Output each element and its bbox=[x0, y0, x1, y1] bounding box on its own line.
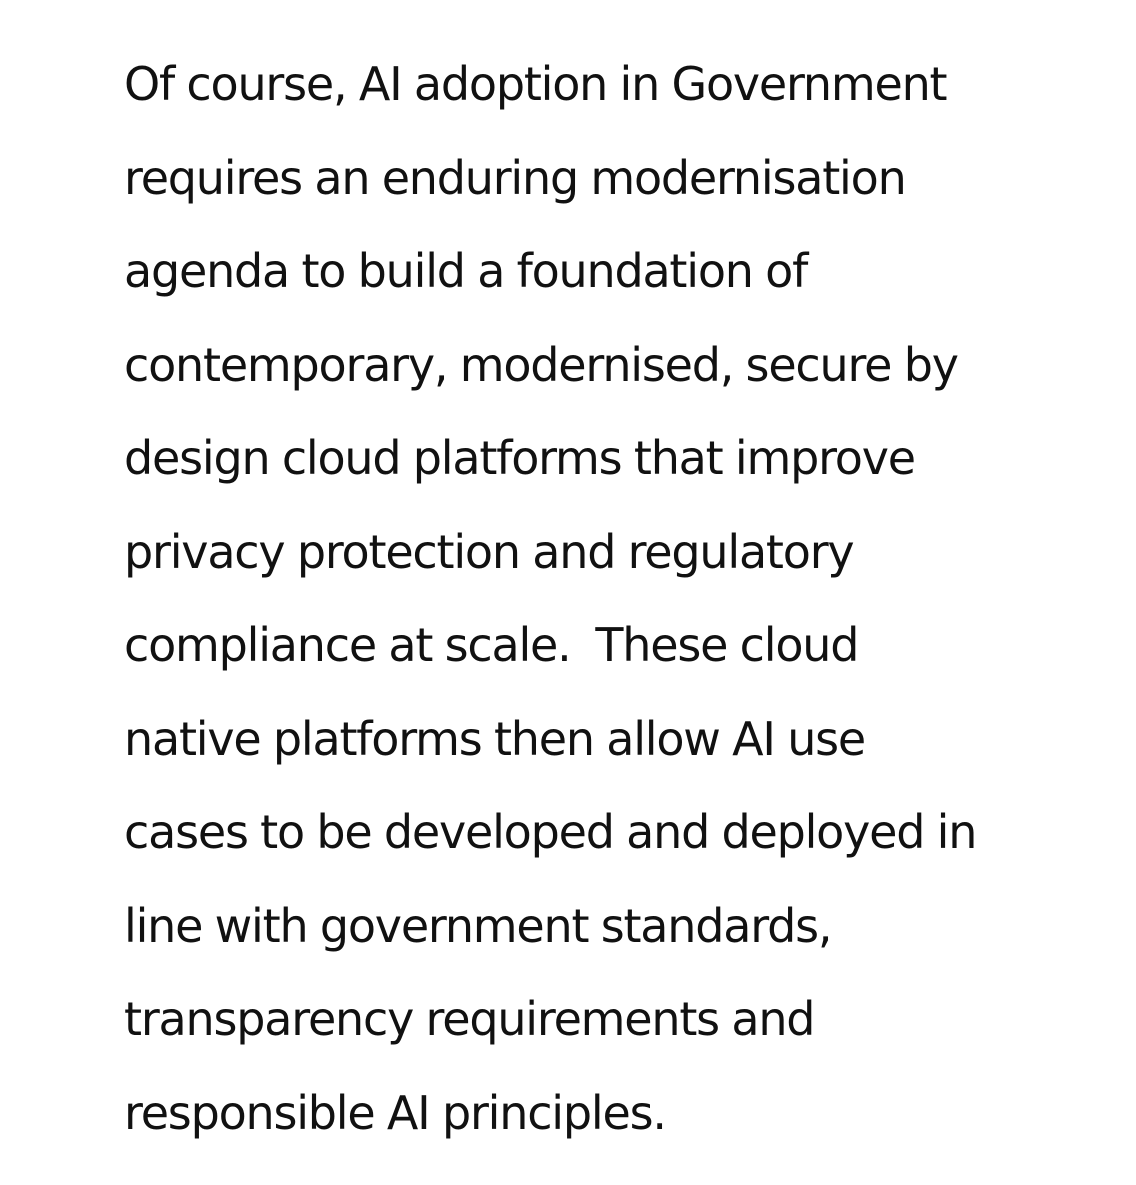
paragraph-line-8: native platforms then allow AI use bbox=[124, 711, 866, 766]
paragraph-line-10: line with government standards, bbox=[124, 898, 832, 953]
paragraph-line-4: contemporary, modernised, secure by bbox=[124, 337, 958, 392]
paragraph-line-9: cases to be developed and deployed in bbox=[124, 805, 977, 859]
paragraph-line-12: responsible AI principles. bbox=[124, 1085, 666, 1140]
paragraph-line-1: Of course, AI adoption in Government bbox=[124, 57, 947, 111]
paragraph-line-6: privacy protection and regulatory bbox=[124, 524, 854, 579]
paragraph-line-2: requires an enduring modernisation bbox=[124, 150, 906, 205]
paragraph-line-7: compliance at scale. These cloud bbox=[124, 618, 859, 672]
body-paragraph bbox=[124, 38, 1114, 1160]
paragraph-line-3: agenda to build a foundation of bbox=[124, 244, 808, 298]
paragraph-line-5: design cloud platforms that improve bbox=[124, 431, 915, 485]
paragraph-line-11: transparency requirements and bbox=[124, 992, 815, 1046]
